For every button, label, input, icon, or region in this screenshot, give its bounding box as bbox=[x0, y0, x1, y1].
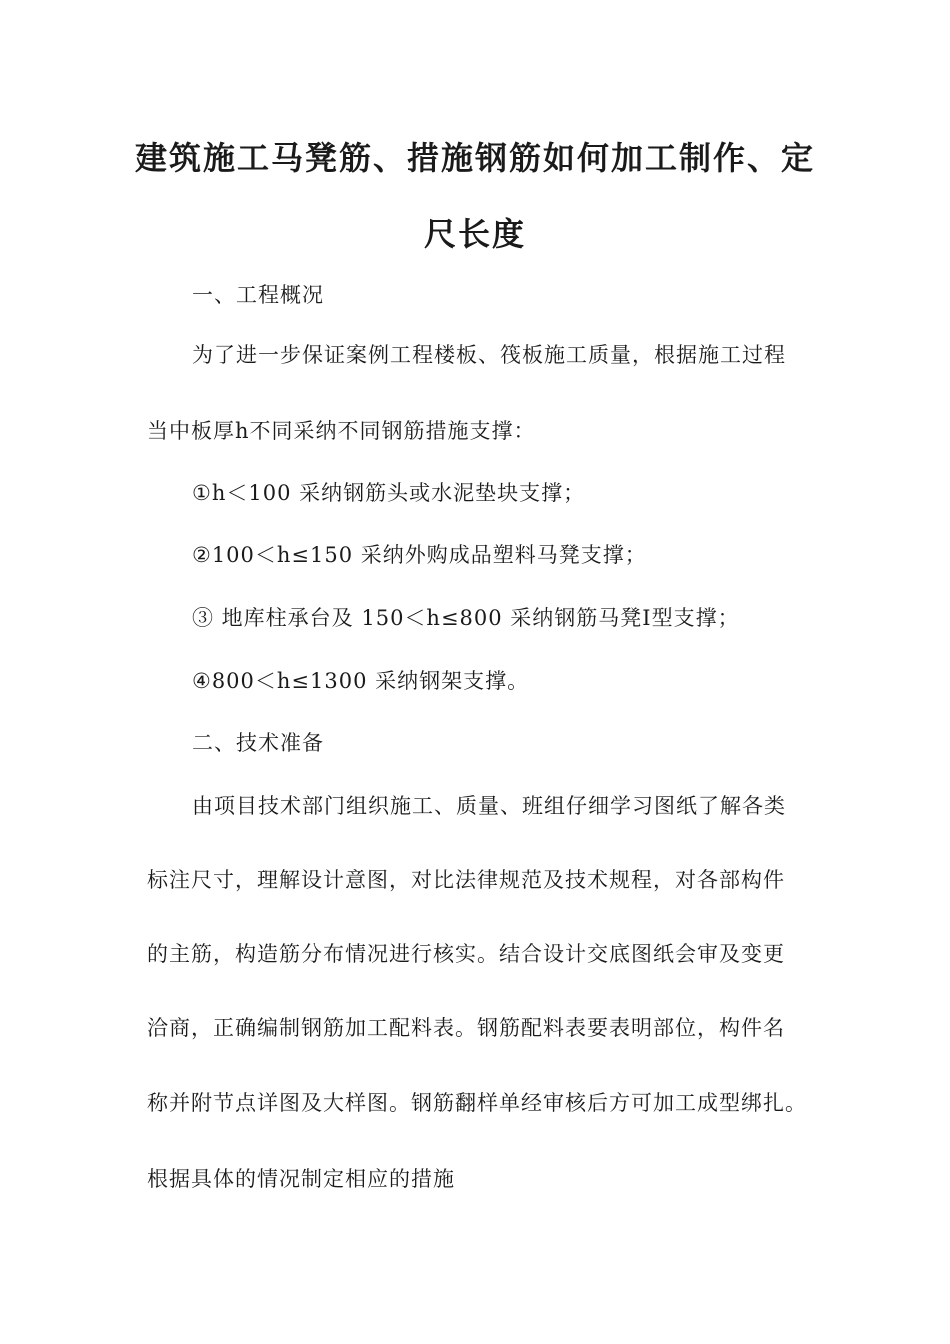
section-heading-tech-prep: 二、技术准备 bbox=[192, 731, 324, 755]
document-title-line-2: 尺长度 bbox=[423, 215, 526, 253]
paragraph-line: 的主筋，构造筋分布情况进行核实。结合设计交底图纸会审及变更 bbox=[147, 942, 785, 966]
list-item: ②100＜h≤150 采纳外购成品塑料马凳支撑； bbox=[192, 543, 647, 567]
paragraph-line: 称并附节点详图及大样图。钢筋翻样单经审核后方可加工成型绑扎。 bbox=[147, 1091, 807, 1115]
section-heading-overview: 一、工程概况 bbox=[192, 283, 324, 307]
paragraph-line: 当中板厚h不同采纳不同钢筋措施支撑： bbox=[147, 419, 536, 443]
list-item: ①h＜100 采纳钢筋头或水泥垫块支撑； bbox=[192, 481, 586, 505]
list-item: ③ 地库柱承台及 150＜h≤800 采纳钢筋马凳Ⅰ型支撑； bbox=[192, 606, 740, 630]
paragraph-line: 为了进一步保证案例工程楼板、筏板施工质量，根据施工过程 bbox=[192, 343, 786, 367]
paragraph-line: 标注尺寸，理解设计意图，对比法律规范及技术规程，对各部构件 bbox=[147, 868, 785, 892]
paragraph-line: 洽商，正确编制钢筋加工配料表。钢筋配料表要表明部位，构件名 bbox=[147, 1016, 785, 1040]
paragraph-line: 根据具体的情况制定相应的措施 bbox=[147, 1167, 455, 1191]
paragraph-line: 由项目技术部门组织施工、质量、班组仔细学习图纸了解各类 bbox=[192, 794, 786, 818]
list-item: ④800＜h≤1300 采纳钢架支撑。 bbox=[192, 669, 530, 693]
document-title-line-1: 建筑施工马凳筋、措施钢筋如何加工制作、定 bbox=[134, 139, 815, 177]
